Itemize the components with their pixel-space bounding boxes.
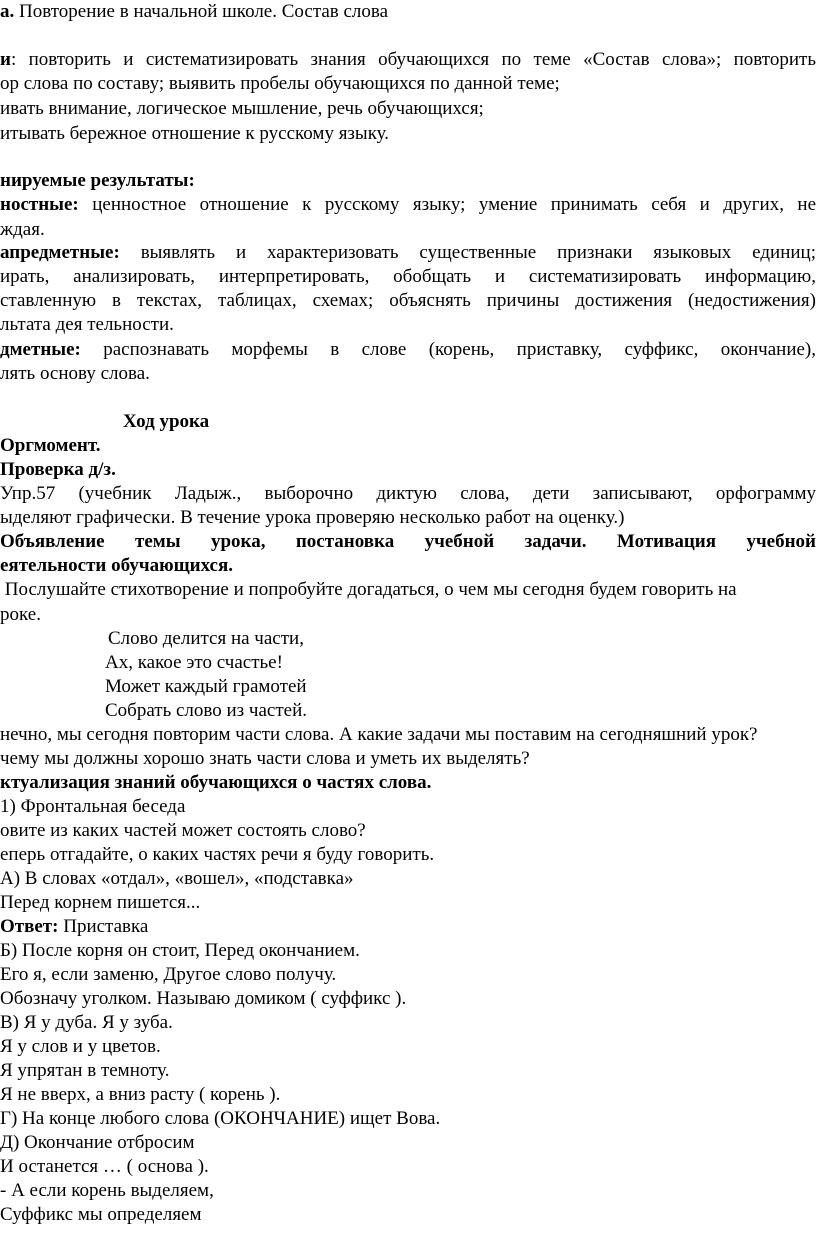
- meta-line-2: ирать, анализировать, интерпретировать, обобщать и систематизировать информацию,: [0, 266, 816, 287]
- org-moment: Оргмомент.: [0, 435, 101, 456]
- topic-text: Повторение в начальной школе. Состав слова: [14, 1, 389, 22]
- answer-label: Ответ:: [0, 916, 59, 937]
- announce-line-2: еятельности обучающихся.: [0, 555, 234, 576]
- riddle-a-line-2: Перед корнем пишется...: [0, 892, 201, 913]
- topic-label: а.: [0, 1, 15, 22]
- poem-line-3: Может каждый грамотей: [105, 676, 307, 697]
- personal-text-1: ценностное отношение к русскому языку; умение принимать себя и других, не: [78, 194, 816, 215]
- intro-line-1: Послушайте стихотворение и попробуйте догадаться, о чем мы сегодня будем говорить на: [0, 579, 737, 600]
- after-poem-line-2: чему мы должны хорошо знать части слова и уметь их выделять?: [0, 748, 530, 769]
- homework-heading: Проверка д/з.: [0, 459, 116, 480]
- poem-line-4: Собрать слово из частей.: [105, 700, 308, 721]
- lesson-heading: Ход урока: [123, 411, 210, 432]
- meta-line-3: ставленную в текстах, таблицах, схемах; объяснять причины достижения (недостижения): [0, 290, 816, 311]
- goals-line-1: [0, 48, 816, 72]
- subject-label: дметные:: [0, 339, 81, 360]
- homework-line-1: Упр.57 (учебник Ладыж., выборочно диктую слова, дети записывают, орфограмму: [0, 483, 816, 504]
- topic-line: [0, 0, 388, 24]
- goals-text-1: : повторить и систематизировать знания обучающихся по теме «Состав слова»; повторить: [10, 49, 816, 70]
- subject-line-2: лять основу слова.: [0, 363, 150, 384]
- frontal-talk: 1) Фронтальная беседа: [0, 796, 186, 817]
- riddle-d-line-1: Д) Окончание отбросим: [0, 1132, 195, 1153]
- subject-text-1: распознавать морфемы в слове (корень, приставку, суффикс, окончание),: [80, 339, 816, 360]
- meta-text-1: выявлять и характеризовать существенные признаки языковых единиц;: [119, 242, 816, 263]
- riddle-a-line-1: А) В словах «отдал», «вошел», «подставка»: [0, 868, 354, 889]
- personal-line-2: ждая.: [0, 219, 45, 240]
- riddle-g-line: Г) На конце любого слова (ОКОНЧАНИЕ) ищет Вова.: [0, 1108, 441, 1129]
- actualization-heading: ктуализация знаний обучающихся о частях слова.: [0, 772, 432, 793]
- results-heading: нируемые результаты:: [0, 170, 195, 191]
- answer-text: Приставка: [58, 916, 149, 937]
- personal-line-1: [0, 193, 816, 217]
- announce-line-1: Объявление темы урока, постановка учебной задачи. Мотивация учебной: [0, 531, 816, 552]
- meta-line-4: льтата дея тельности.: [0, 314, 174, 335]
- riddle-b-line-3: Обозначу уголком. Называю домиком ( суффикс ).: [0, 988, 407, 1009]
- meta-label: апредметные:: [0, 242, 120, 263]
- goals-label: и: [0, 49, 11, 70]
- homework-line-2: ыделяют графически. В течение урока проверяю несколько работ на оценку.): [0, 507, 625, 528]
- goals-line-4: итывать бережное отношение к русскому языку.: [0, 123, 390, 144]
- final-line-1: - А если корень выделяем,: [0, 1180, 214, 1201]
- question-2: еперь отгадайте, о каких частях речи я буду говорить.: [0, 844, 435, 865]
- after-poem-line-1: нечно, мы сегодня повторим части слова. А какие задачи мы поставим на сегодняшний урок?: [0, 724, 758, 745]
- riddle-v-line-2: Я у слов и у цветов.: [0, 1036, 161, 1057]
- question-1: овите из каких частей может состоять слово?: [0, 820, 366, 841]
- riddle-d-line-2: И останется … ( основа ).: [0, 1156, 209, 1177]
- riddle-v-line-4: Я не вверх, а вниз расту ( корень ).: [0, 1084, 281, 1105]
- riddle-a-answer: [0, 915, 148, 939]
- riddle-b-line-2: Его я, если заменю, Другое слово получу.: [0, 964, 337, 985]
- goals-line-2: ор слова по составу; выявить пробелы обучающихся по данной теме;: [0, 73, 560, 94]
- poem-line-2: Ах, какое это счастье!: [105, 652, 283, 673]
- personal-label: ностные:: [0, 194, 79, 215]
- goals-line-3: ивать внимание, логическое мышление, речь обучающихся;: [0, 98, 484, 119]
- riddle-v-line-1: В) Я у дуба. Я у зуба.: [0, 1012, 173, 1033]
- poem-line-1: Слово делится на части,: [108, 628, 304, 649]
- final-line-2: Суффикс мы определяем: [0, 1204, 202, 1225]
- riddle-v-line-3: Я упрятан в темноту.: [0, 1060, 170, 1081]
- intro-line-2: роке.: [0, 604, 41, 625]
- meta-line-1: [0, 241, 816, 265]
- riddle-b-line-1: Б) После корня он стоит, Перед окончанием.: [0, 940, 360, 961]
- subject-line-1: [0, 338, 816, 362]
